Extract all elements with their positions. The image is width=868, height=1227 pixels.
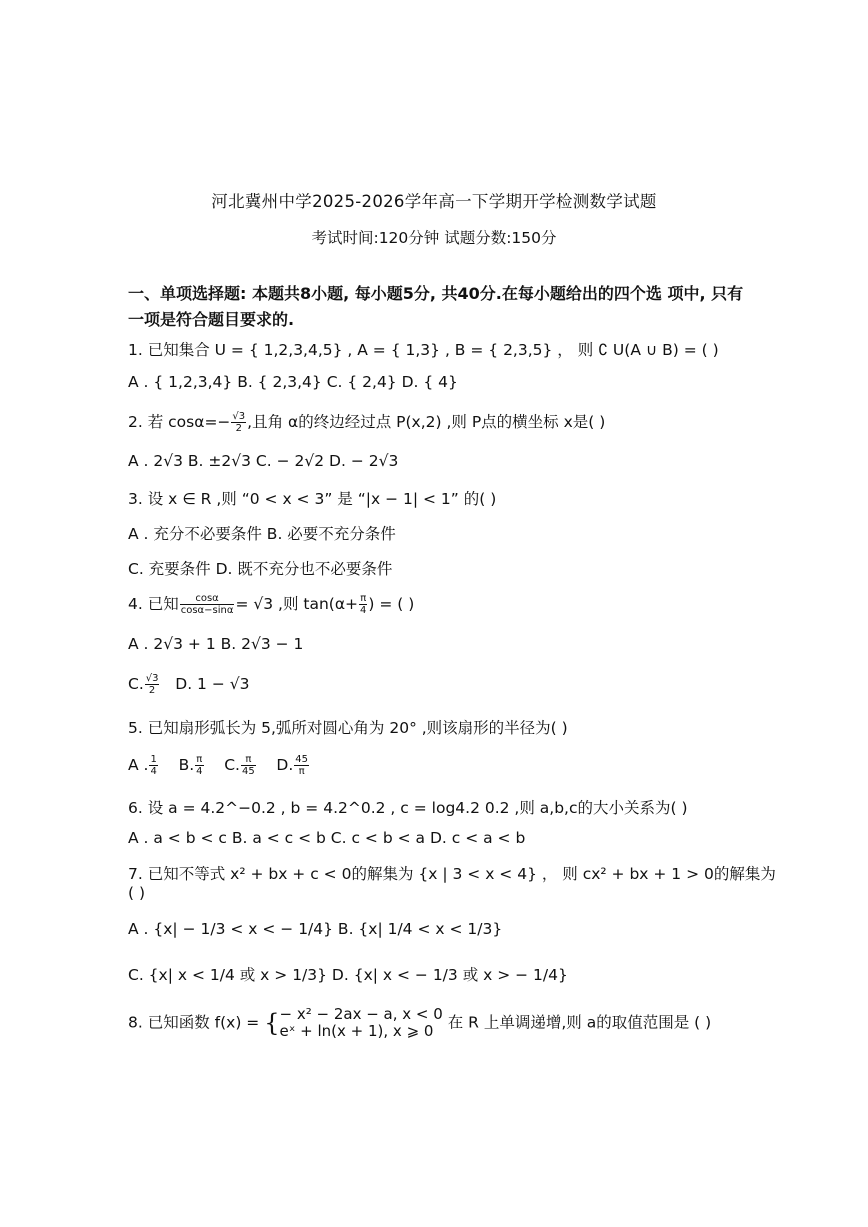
- question-8-stem-a: 8. 已知函数 f(x) =: [128, 1013, 260, 1032]
- option-d-fraction: [294, 754, 309, 777]
- fraction-denominator: 2: [148, 685, 156, 696]
- question-2-options: A . 2√3 B. ±2√3 C. − 2√2 D. − 2√3: [128, 452, 399, 470]
- question-4-fraction: [180, 593, 235, 616]
- question-7-options-ab: A . {x| − 1/3 < x < − 1/4} B. {x| 1/4 < x < 1/3}: [128, 920, 503, 938]
- question-7-stem: 7. 已知不等式 x² + bx + c < 0的解集为 {x | 3 < x < 4} ， 则 cx² + bx + 1 > 0的解集为: [128, 865, 776, 883]
- question-5-stem: 5. 已知扇形弧长为 5,弧所对圆心角为 20° ,则该扇形的半径为( ): [128, 719, 568, 737]
- option-c-fraction: [241, 754, 256, 777]
- piecewise-function: [280, 1006, 443, 1040]
- exam-subtitle: 考试时间:120分钟 试题分数:150分: [311, 229, 557, 247]
- question-4-pi-fraction: [359, 593, 367, 616]
- question-4-stem-c: ) = ( ): [368, 595, 415, 613]
- question-2-stem-a: 2. 若 cosα=−: [128, 413, 231, 431]
- question-4-options-ab: A . 2√3 + 1 B. 2√3 − 1: [128, 635, 304, 653]
- question-1-options: A . { 1,2,3,4} B. { 2,3,4} C. { 2,4} D. { 4}: [128, 373, 458, 391]
- question-3-stem: 3. 设 x ∈ R ,则 “0 < x < 3” 是 “|x − 1| < 1” 的( ): [128, 490, 497, 508]
- option-a-fraction: [149, 754, 157, 777]
- question-4-options-cd: [128, 673, 250, 696]
- piece-1: − x² − 2ax − a, x < 0: [279, 1005, 443, 1023]
- question-2-stem-b: ,且角 α的终边经过点 P(x,2) ,则 P点的横坐标 x是( ): [247, 413, 606, 431]
- fraction-numerator: √3: [145, 673, 159, 684]
- question-7-options-cd: C. {x| x < 1/4 或 x > 1/3} D. {x| x < − 1/3 或 x > − 1/4}: [128, 966, 568, 984]
- fraction-numerator: π: [196, 754, 203, 765]
- fraction-denominator: 45: [241, 766, 255, 777]
- fraction-denominator: π: [298, 766, 305, 777]
- option-d-label: D.: [276, 756, 294, 774]
- option-c-label: C.: [224, 756, 240, 774]
- fraction-numerator: π: [360, 593, 367, 604]
- option-c-fraction: [145, 673, 160, 696]
- question-2-fraction: [231, 411, 246, 434]
- fraction-denominator: 4: [360, 605, 367, 616]
- section-heading: 一、单项选择题: 本题共8小题, 每小题5分, 共40分.在每小题给出的四个选 项中, 只有一项是符合题目要求的.: [128, 284, 744, 329]
- question-7-stem-end: ( ): [128, 884, 146, 902]
- fraction-numerator: √3: [232, 411, 246, 422]
- fraction-numerator: 1: [150, 754, 157, 765]
- question-1-stem: 1. 已知集合 U = { 1,2,3,4,5} , A = { 1,3} , B = { 2,3,5} ， 则 ∁ U(A ∪ B) = ( ): [128, 341, 719, 359]
- option-b-fraction: [195, 754, 203, 777]
- left-brace: {: [264, 1009, 280, 1037]
- fraction-denominator: 2: [235, 423, 242, 434]
- fraction-numerator: π: [241, 754, 256, 766]
- fraction-denominator: 4: [150, 766, 157, 777]
- option-d: D. 1 − √3: [175, 675, 250, 693]
- question-2-stem: [128, 410, 605, 434]
- question-4-stem-a: 4. 已知: [128, 595, 179, 613]
- exam-title: 河北冀州中学2025-2026学年高一下学期开学检测数学试题: [211, 192, 657, 211]
- option-c-label: C.: [128, 675, 144, 693]
- piece-2: eˣ + ln(x + 1), x ⩾ 0: [279, 1022, 434, 1040]
- question-4-stem: [128, 592, 414, 616]
- fraction-denominator: cosα−sinα: [180, 605, 234, 616]
- question-8-stem-b: 在 R 上单调递增,则 a的取值范围是 ( ): [447, 1013, 712, 1032]
- question-6-options: A . a < b < c B. a < c < b C. c < b < a D. c < a < b: [128, 829, 526, 847]
- question-3-options-ab: A . 充分不必要条件 B. 必要不充分条件: [128, 525, 396, 543]
- fraction-numerator: 45: [295, 754, 309, 765]
- question-6-stem: 6. 设 a = 4.2^−0.2 , b = 4.2^0.2 , c = log4.2 0.2 ,则 a,b,c的大小关系为( ): [128, 799, 688, 817]
- fraction-numerator: cosα: [180, 593, 235, 605]
- question-5-options: [128, 754, 310, 777]
- question-8-stem: [128, 1006, 711, 1040]
- fraction-denominator: 4: [196, 766, 203, 777]
- option-b-label: B.: [178, 756, 195, 774]
- option-a-label: A .: [128, 756, 149, 774]
- question-4-stem-b: = √3 ,则 tan(α+: [235, 595, 359, 613]
- question-3-options-cd: C. 充要条件 D. 既不充分也不必要条件: [128, 560, 393, 578]
